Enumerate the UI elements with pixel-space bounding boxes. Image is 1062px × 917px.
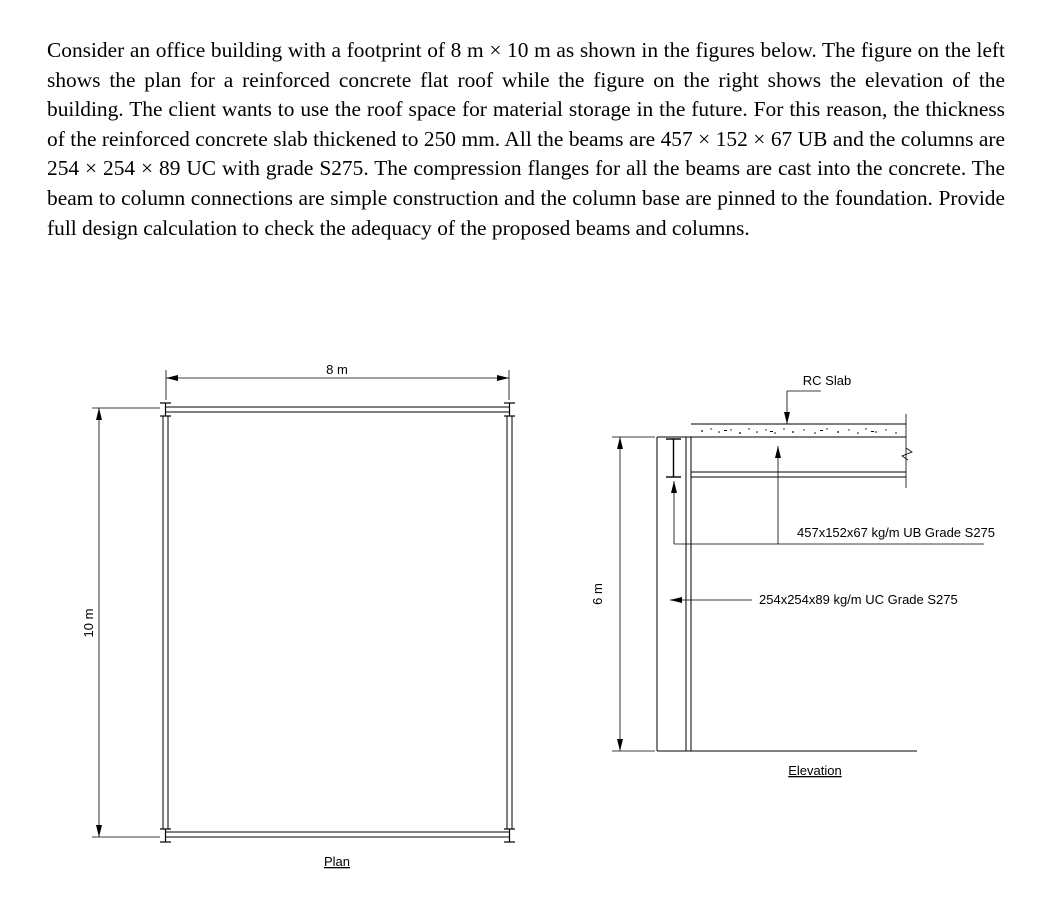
beam-section-symbol [666, 439, 681, 477]
column-section-bottom-right [504, 829, 515, 842]
elevation-height-dimension [612, 437, 655, 751]
elevation-view [612, 391, 984, 751]
plan-height-label: 10 m [81, 608, 96, 638]
elevation-caption: Elevation [788, 763, 842, 778]
elevation-height-label: 6 m [590, 583, 605, 605]
plan-height-dimension [92, 408, 160, 837]
steel-beam [691, 472, 906, 477]
beam-label: 457x152x67 kg/m UB Grade S275 [797, 525, 996, 540]
plan-caption: Plan [323, 854, 351, 869]
slab-label: RC Slab [802, 373, 852, 388]
column-section-bottom-left [160, 829, 171, 842]
column-section-top-right [504, 403, 515, 416]
slab-hatch [701, 428, 897, 434]
slab-leader [787, 391, 821, 424]
problem-statement: Consider an office building with a footprint of 8 m × 10 m as shown in the figures below. The figure on the left shows the plan for a reinforced concrete flat roof while the figure on the right shows the elevation of the building. The client wants to use the roof space for material storage in the future. For this reason, the thickness of the reinforced concrete slab thickened to 250 mm. All the beams are 457 × 152 × 67 UB and the columns are 254 × 254 × 89 UC with grade S275. The compression flanges for all the beams are cast into the concrete. The beam to column connections are simple construction and the column base are pinned to the foundation. Provide full design calculation to check the adequacy of the proposed beams and columns. [47, 38, 1005, 240]
plan-view [92, 370, 515, 842]
column-section-top-left [160, 403, 171, 416]
column-label: 254x254x89 kg/m UC Grade S275 [759, 592, 958, 607]
plan-width-label: 8 m [326, 362, 348, 377]
